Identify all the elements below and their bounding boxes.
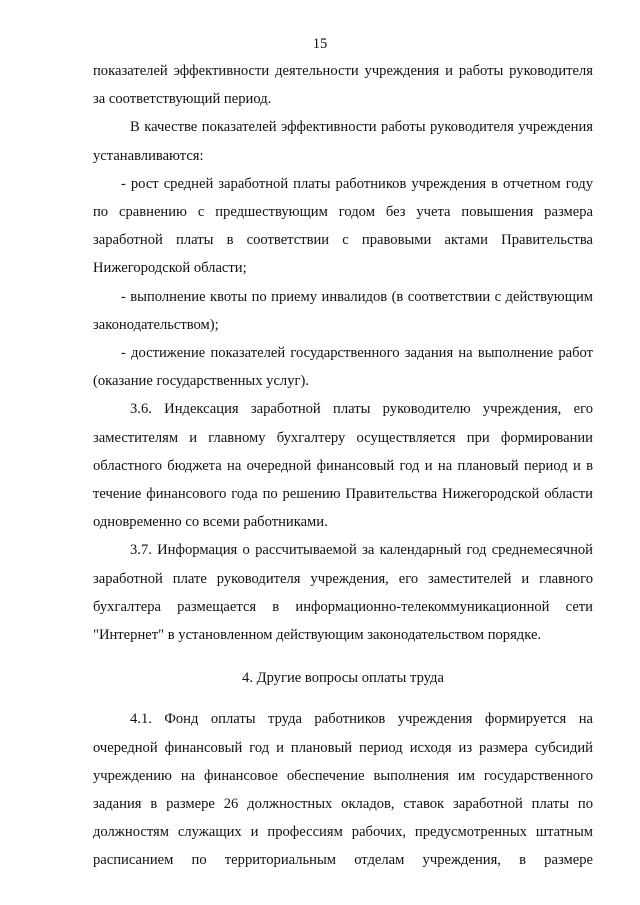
page-number: 15 <box>312 36 328 52</box>
section-heading: 4. Другие вопросы оплаты труда <box>242 670 444 687</box>
paragraph-continuation: показателей эффективности деятельности учреждения и работы руководителя за соответствующий период. <box>93 63 593 108</box>
paragraph-3-6: 3.6. Индексация заработной платы руководителю учреждения, его заместителям и главному бухгалтеру осуществляется при формировании областного бюджета на очередной финансовый год и на плановый период и в течение финансового года по решению Правительства Нижегородской области одновременно со всеми работниками. <box>93 401 593 531</box>
paragraph-bullet-disabled-quota: - выполнение квоты по приему инвалидов (в соответствии с действующим законодательством); <box>93 288 593 333</box>
paragraph-3-7: 3.7. Информация о рассчитываемой за календарный год среднемесячной заработной плате руководителя учреждения, его заместителей и главного бухгалтера размещается в информационно-телекоммуникационной сети "Интернет" в установленном действующим законодательством порядке. <box>93 542 593 644</box>
paragraph-bullet-state-task: - достижение показателей государственного задания на выполнение работ (оказание государственных услуг). <box>93 345 593 390</box>
paragraph-4-1: 4.1. Фонд оплаты труда работников учреждения формируется на очередной финансовый год и плановый период исходя из размера субсидий учреждению на финансовое обеспечение выполнения им государственного задания в размере 26 должностных окладов, ставок заработной платы по должностям служащих и профессиям рабочих, предусмотренных штатным расписанием по территориальным отделам учреждения, в размере <box>93 711 593 869</box>
paragraph-indicators-intro: В качестве показателей эффективности работы руководителя учреждения устанавливаются: <box>93 119 593 164</box>
document-body <box>93 57 593 875</box>
paragraph-bullet-salary-growth: - рост средней заработной платы работников учреждения в отчетном году по сравнению с предшествующим годом без учета повышения размера заработной платы в соответствии с правовыми актами Правительства Нижегородской области; <box>93 175 593 277</box>
